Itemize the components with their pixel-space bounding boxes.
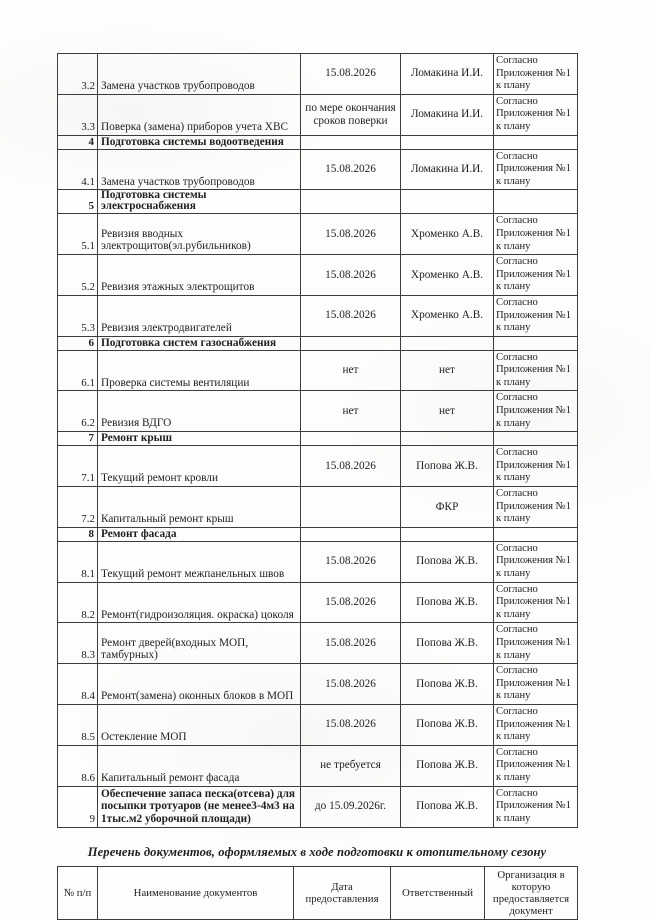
row-number-cell: 6: [58, 336, 98, 350]
plan-table-row: [58, 295, 578, 336]
responsible-cell: [401, 190, 494, 214]
note-cell: Согласно Приложения №1 к плану: [494, 664, 578, 705]
date-cell: 15.08.2026: [301, 704, 401, 745]
responsible-cell: нет: [401, 391, 494, 432]
responsible-cell: Попова Ж.В.: [401, 446, 494, 487]
task-cell: Капитальный ремонт фасада: [98, 745, 301, 786]
col-header-date: Дата предоставления: [294, 866, 391, 919]
task-cell: Поверка (замена) приборов учета ХВС: [98, 94, 301, 135]
date-cell: 15.08.2026: [301, 54, 401, 95]
plan-table-row: [58, 623, 578, 664]
note-cell: Согласно Приложения №1 к плану: [494, 704, 578, 745]
task-cell: Проверка системы вентиляции: [98, 350, 301, 391]
task-cell: Текущий ремонт кровли: [98, 446, 301, 487]
responsible-cell: Хроменко А.В.: [401, 214, 494, 255]
scanned-document: [57, 53, 577, 920]
task-cell: Ремонт фасада: [98, 527, 301, 541]
plan-table-row: [58, 391, 578, 432]
date-cell: [301, 527, 401, 541]
date-cell: не требуется: [301, 745, 401, 786]
note-cell: Согласно Приложения №1 к плану: [494, 487, 578, 528]
note-cell: [494, 527, 578, 541]
note-cell: Согласно Приложения №1 к плану: [494, 786, 578, 827]
date-cell: нет: [301, 350, 401, 391]
row-number-cell: 5.3: [58, 295, 98, 336]
row-number-cell: 5: [58, 190, 98, 214]
row-number-cell: 8.2: [58, 582, 98, 623]
note-cell: Согласно Приложения №1 к плану: [494, 54, 578, 95]
documents-table: [57, 866, 578, 920]
responsible-cell: Хроменко А.В.: [401, 295, 494, 336]
responsible-cell: Попова Ж.В.: [401, 664, 494, 705]
plan-table-row: [58, 664, 578, 705]
plan-table-row: [58, 214, 578, 255]
col-header-document-name: Наименование документов: [98, 866, 294, 919]
task-cell: Ремонт(замена) оконных блоков в МОП: [98, 664, 301, 705]
date-cell: 15.08.2026: [301, 446, 401, 487]
responsible-cell: ФКР: [401, 487, 494, 528]
col-header-responsible: Ответственный: [391, 866, 485, 919]
col-header-organization: Организация в которую предоставляется документ: [485, 866, 578, 919]
task-cell: Ремонт крыш: [98, 432, 301, 446]
plan-table-row: [58, 786, 578, 827]
note-cell: Согласно Приложения №1 к плану: [494, 94, 578, 135]
date-cell: 15.08.2026: [301, 541, 401, 582]
note-cell: Согласно Приложения №1 к плану: [494, 149, 578, 190]
row-number-cell: 9: [58, 786, 98, 827]
responsible-cell: Попова Ж.В.: [401, 541, 494, 582]
note-cell: Согласно Приложения №1 к плану: [494, 541, 578, 582]
responsible-cell: Попова Ж.В.: [401, 582, 494, 623]
section-header-row: [58, 432, 578, 446]
note-cell: [494, 432, 578, 446]
plan-table-row: [58, 704, 578, 745]
date-cell: 15.08.2026: [301, 623, 401, 664]
date-cell: 15.08.2026: [301, 295, 401, 336]
row-number-cell: 8.1: [58, 541, 98, 582]
row-number-cell: 6.2: [58, 391, 98, 432]
responsible-cell: Ломакина И.И.: [401, 149, 494, 190]
note-cell: Согласно Приложения №1 к плану: [494, 745, 578, 786]
date-cell: по мере окончания сроков поверки: [301, 94, 401, 135]
row-number-cell: 3.3: [58, 94, 98, 135]
date-cell: 15.08.2026: [301, 255, 401, 296]
plan-table-row: [58, 350, 578, 391]
row-number-cell: 4: [58, 135, 98, 149]
responsible-cell: [401, 527, 494, 541]
row-number-cell: 6.1: [58, 350, 98, 391]
section-header-row: [58, 190, 578, 214]
task-cell: Подготовка систем газоснабжения: [98, 336, 301, 350]
task-cell: Текущий ремонт межпанельных швов: [98, 541, 301, 582]
responsible-cell: [401, 336, 494, 350]
note-cell: Согласно Приложения №1 к плану: [494, 582, 578, 623]
row-number-cell: 7.2: [58, 487, 98, 528]
responsible-cell: [401, 432, 494, 446]
task-cell: Капитальный ремонт крыш: [98, 487, 301, 528]
date-cell: нет: [301, 391, 401, 432]
row-number-cell: 7.1: [58, 446, 98, 487]
task-cell: Замена участков трубопроводов: [98, 149, 301, 190]
date-cell: [301, 190, 401, 214]
plan-table-row: [58, 149, 578, 190]
note-cell: [494, 336, 578, 350]
task-cell: Ревизия электродвигателей: [98, 295, 301, 336]
row-number-cell: 8.3: [58, 623, 98, 664]
plan-table-row: [58, 745, 578, 786]
date-cell: 15.08.2026: [301, 149, 401, 190]
note-cell: Согласно Приложения №1 к плану: [494, 350, 578, 391]
plan-table-row: [58, 446, 578, 487]
responsible-cell: Попова Ж.В.: [401, 704, 494, 745]
date-cell: 15.08.2026: [301, 664, 401, 705]
date-cell: [301, 336, 401, 350]
row-number-cell: 7: [58, 432, 98, 446]
row-number-cell: 8.6: [58, 745, 98, 786]
note-cell: Согласно Приложения №1 к плану: [494, 391, 578, 432]
responsible-cell: [401, 135, 494, 149]
row-number-cell: 3.2: [58, 54, 98, 95]
responsible-cell: Ломакина И.И.: [401, 94, 494, 135]
row-number-cell: 8: [58, 527, 98, 541]
responsible-cell: Попова Ж.В.: [401, 623, 494, 664]
note-cell: Согласно Приложения №1 к плану: [494, 295, 578, 336]
task-cell: Ревизия вводных электрощитов(эл.рубильников): [98, 214, 301, 255]
date-cell: до 15.09.2026г.: [301, 786, 401, 827]
plan-table-row: [58, 94, 578, 135]
note-cell: Согласно Приложения №1 к плану: [494, 214, 578, 255]
row-number-cell: 5.2: [58, 255, 98, 296]
note-cell: Согласно Приложения №1 к плану: [494, 623, 578, 664]
task-cell: Ремонт(гидроизоляция. окраска) цоколя: [98, 582, 301, 623]
task-cell: Замена участков трубопроводов: [98, 54, 301, 95]
note-cell: Согласно Приложения №1 к плану: [494, 255, 578, 296]
date-cell: [301, 487, 401, 528]
responsible-cell: Хроменко А.В.: [401, 255, 494, 296]
row-number-cell: 4.1: [58, 149, 98, 190]
plan-table-row: [58, 487, 578, 528]
date-cell: [301, 135, 401, 149]
main-plan-table: [57, 53, 578, 828]
responsible-cell: Ломакина И.И.: [401, 54, 494, 95]
main-plan-table-body: [58, 54, 578, 828]
task-cell: Ревизия этажных электрощитов: [98, 255, 301, 296]
responsible-cell: нет: [401, 350, 494, 391]
task-cell: Ревизия ВДГО: [98, 391, 301, 432]
row-number-cell: 8.5: [58, 704, 98, 745]
plan-table-row: [58, 541, 578, 582]
note-cell: [494, 190, 578, 214]
responsible-cell: Попова Ж.В.: [401, 745, 494, 786]
plan-table-row: [58, 255, 578, 296]
task-cell: Подготовка системы водоотведения: [98, 135, 301, 149]
section-header-row: [58, 135, 578, 149]
task-cell: Подготовка системы электроснабжения: [98, 190, 301, 214]
date-cell: 15.08.2026: [301, 214, 401, 255]
note-cell: Согласно Приложения №1 к плану: [494, 446, 578, 487]
note-cell: [494, 135, 578, 149]
task-cell: Обеспечение запаса песка(отсева) для посыпки тротуаров (не менее3-4м3 на 1тыс.м2 уборочной площади): [98, 786, 301, 827]
section-header-row: [58, 336, 578, 350]
responsible-cell: Попова Ж.В.: [401, 786, 494, 827]
task-cell: Остекление МОП: [98, 704, 301, 745]
col-header-number: № п/п: [58, 866, 98, 919]
date-cell: [301, 432, 401, 446]
row-number-cell: 5.1: [58, 214, 98, 255]
date-cell: 15.08.2026: [301, 582, 401, 623]
documents-header-row: [58, 866, 578, 919]
documents-section-title: Перечень документов, оформляемых в ходе подготовки к отопительному сезону: [87, 844, 547, 859]
row-number-cell: 8.4: [58, 664, 98, 705]
section-header-row: [58, 527, 578, 541]
task-cell: Ремонт дверей(входных МОП, тамбурных): [98, 623, 301, 664]
plan-table-row: [58, 54, 578, 95]
plan-table-row: [58, 582, 578, 623]
